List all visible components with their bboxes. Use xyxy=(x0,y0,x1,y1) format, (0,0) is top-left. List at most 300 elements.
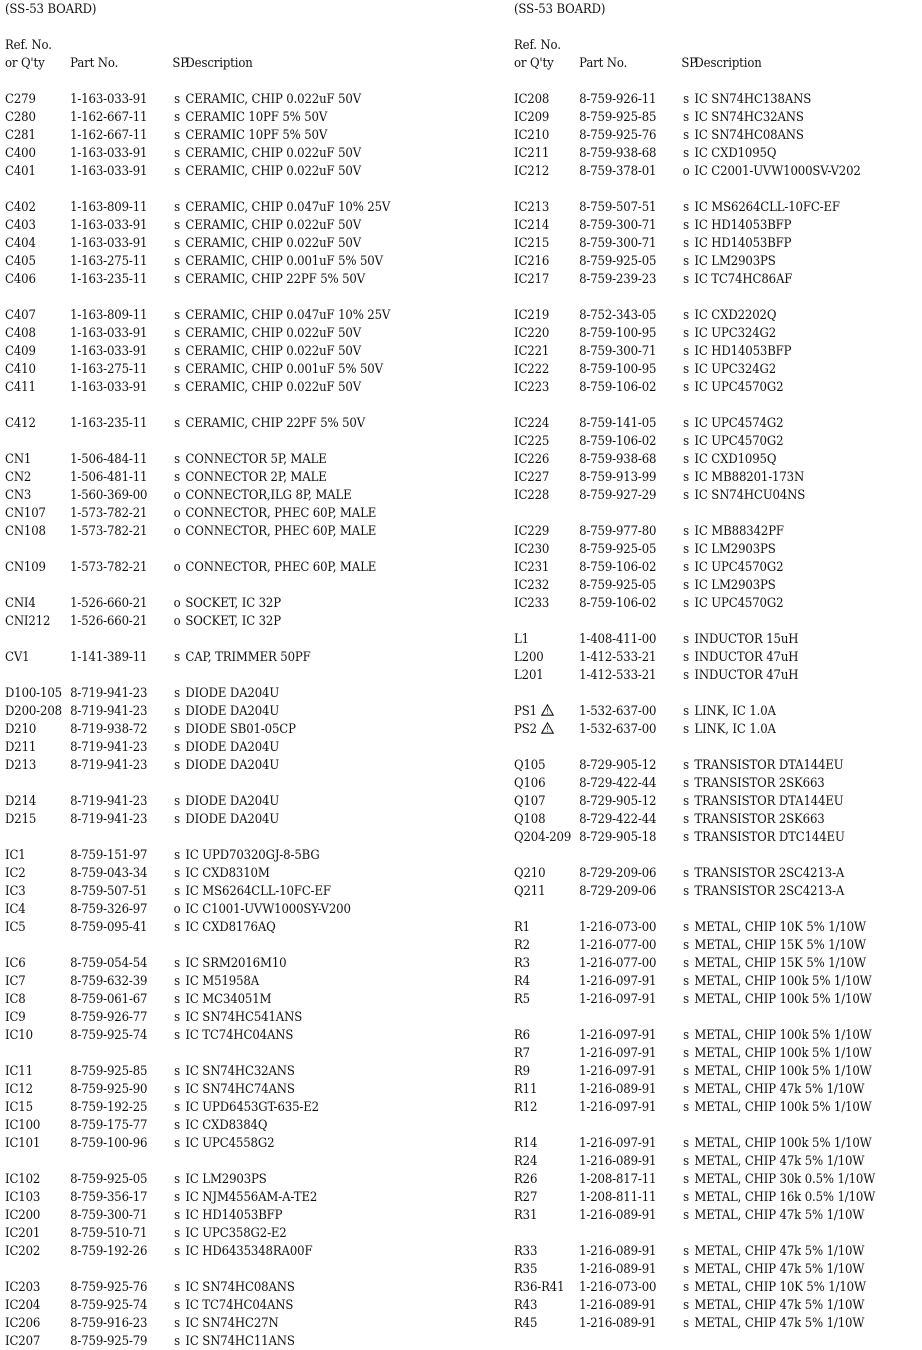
part-row xyxy=(5,522,376,540)
description: IC UPC358G2-E2 xyxy=(185,1225,287,1240)
description: METAL, CHIP 15K 5% 1/10W xyxy=(694,955,866,970)
sp-code: s xyxy=(174,865,180,880)
ref-no-text: D213 xyxy=(5,757,37,772)
description: CONNECTOR, PHEC 60P, MALE xyxy=(185,523,377,538)
description: IC HD14053BFP xyxy=(694,235,792,250)
description: IC SRM2016M10 xyxy=(185,955,287,970)
sp-code: s xyxy=(174,199,180,214)
description: CONNECTOR 2P, MALE xyxy=(185,469,327,484)
part-row xyxy=(514,756,844,774)
ref-no-text: IC9 xyxy=(5,1009,26,1024)
ref-no-text: IC202 xyxy=(5,1243,41,1258)
sp-code: s xyxy=(683,451,689,466)
part-number: 1-532-637-00 xyxy=(579,703,657,718)
sp-code: s xyxy=(174,1027,180,1042)
description: IC C1001-UVW1000SY-V200 xyxy=(185,901,351,916)
ref-no xyxy=(5,522,70,540)
ref-no-text: IC225 xyxy=(514,433,550,448)
ref-no xyxy=(5,756,70,774)
part-number: 8-729-905-12 xyxy=(579,757,657,772)
ref-no-text: R4 xyxy=(514,973,530,988)
part-number: 8-759-925-05 xyxy=(579,253,657,268)
part-number: 8-759-507-51 xyxy=(70,883,148,898)
description: METAL, CHIP 47k 5% 1/10W xyxy=(694,1207,865,1222)
description: CERAMIC 10PF 5% 50V xyxy=(185,109,328,124)
ref-no xyxy=(514,810,579,828)
ref-no-text: IC210 xyxy=(514,127,550,142)
part-number: 1-163-809-11 xyxy=(70,307,148,322)
description: TRANSISTOR 2SC4213-A xyxy=(694,865,845,880)
description: METAL, CHIP 100k 5% 1/10W xyxy=(694,1045,872,1060)
sp-code: s xyxy=(174,1135,180,1150)
part-row xyxy=(514,720,776,738)
ref-no-text: IC207 xyxy=(5,1333,41,1348)
part-row xyxy=(514,1206,864,1224)
sp-code: s xyxy=(683,811,689,826)
ref-no-text: R6 xyxy=(514,1027,530,1042)
part-row xyxy=(5,90,361,108)
part-row xyxy=(514,990,872,1008)
sp-code: s xyxy=(174,757,180,772)
part-number: 8-759-106-02 xyxy=(579,595,657,610)
sp-code: s xyxy=(174,1171,180,1186)
description: IC MS6264CLL-10FC-EF xyxy=(185,883,331,898)
sp-code: s xyxy=(174,1063,180,1078)
sp-code: s xyxy=(174,361,180,376)
ref-no xyxy=(514,90,579,108)
ref-no xyxy=(5,1026,70,1044)
ref-no xyxy=(514,720,579,738)
ref-no xyxy=(5,990,70,1008)
ref-no-text: IC200 xyxy=(5,1207,41,1222)
part-row xyxy=(5,1026,293,1044)
description: METAL, CHIP 100k 5% 1/10W xyxy=(694,991,872,1006)
part-number: 8-729-209-06 xyxy=(579,865,657,880)
part-number: 1-216-097-91 xyxy=(579,991,657,1006)
ref-no xyxy=(514,918,579,936)
ref-no xyxy=(514,1170,579,1188)
part-row xyxy=(514,522,784,540)
description: IC MB88342PF xyxy=(694,523,784,538)
ref-no-text: CN3 xyxy=(5,487,32,502)
ref-no-text: C408 xyxy=(5,325,36,340)
ref-no-text: IC211 xyxy=(514,145,550,160)
description: IC NJM4556AM-A-TE2 xyxy=(185,1189,318,1204)
ref-no-text: L201 xyxy=(514,667,544,682)
part-number: 8-729-905-18 xyxy=(579,829,657,844)
part-row xyxy=(514,252,776,270)
ref-no-text: IC215 xyxy=(514,235,550,250)
ref-no-text: IC5 xyxy=(5,919,26,934)
description: METAL, CHIP 10K 5% 1/10W xyxy=(694,1279,866,1294)
ref-no xyxy=(5,558,70,576)
description: IC SN74HC27N xyxy=(185,1315,279,1330)
description: IC HD14053BFP xyxy=(185,1207,283,1222)
part-row xyxy=(5,234,361,252)
ref-no xyxy=(514,864,579,882)
description: METAL, CHIP 47k 5% 1/10W xyxy=(694,1243,865,1258)
sp-code: s xyxy=(683,1027,689,1042)
sp-code: s xyxy=(683,649,689,664)
part-number: 8-759-106-02 xyxy=(579,559,657,574)
description: DIODE DA204U xyxy=(185,757,280,772)
ref-no xyxy=(5,1224,70,1242)
sp-code: s xyxy=(683,919,689,934)
description: INDUCTOR 47uH xyxy=(694,649,799,664)
description: TRANSISTOR DTA144EU xyxy=(694,757,844,772)
sp-code: s xyxy=(683,703,689,718)
description: IC CXD2202Q xyxy=(694,307,777,322)
description: IC UPC4570G2 xyxy=(694,379,784,394)
part-number: 8-759-300-71 xyxy=(579,235,657,250)
description: METAL, CHIP 47k 5% 1/10W xyxy=(694,1261,865,1276)
sp-code: s xyxy=(683,937,689,952)
part-number: 1-506-484-11 xyxy=(70,451,148,466)
description: IC CXD8384Q xyxy=(185,1117,268,1132)
part-row xyxy=(514,378,783,396)
part-number: 1-216-089-91 xyxy=(579,1297,657,1312)
ref-no-text: R36-R41 xyxy=(514,1279,565,1294)
ref-no xyxy=(5,864,70,882)
ref-no-text: C404 xyxy=(5,235,36,250)
ref-no xyxy=(514,432,579,450)
description: METAL, CHIP 16k 0.5% 1/10W xyxy=(694,1189,876,1204)
part-row xyxy=(514,1134,872,1152)
sp-code: s xyxy=(174,847,180,862)
ref-no-text: R7 xyxy=(514,1045,530,1060)
part-number: 8-759-100-95 xyxy=(579,361,657,376)
sp-code: s xyxy=(683,991,689,1006)
ref-no xyxy=(514,990,579,1008)
sp-code: s xyxy=(174,1189,180,1204)
part-row xyxy=(514,216,791,234)
part-row xyxy=(5,450,327,468)
ref-no xyxy=(5,1296,70,1314)
part-row xyxy=(514,774,825,792)
part-number: 8-719-941-23 xyxy=(70,793,148,808)
ref-no xyxy=(5,324,70,342)
sp-code: s xyxy=(174,253,180,268)
sp-code: s xyxy=(683,955,689,970)
description: SOCKET, IC 32P xyxy=(185,595,281,610)
part-row xyxy=(514,648,798,666)
part-number: 8-759-300-71 xyxy=(579,217,657,232)
header-description: Description xyxy=(694,55,762,70)
ref-no xyxy=(514,252,579,270)
sp-code: s xyxy=(174,1099,180,1114)
part-number: 1-163-033-91 xyxy=(70,235,148,250)
header-description: Description xyxy=(185,55,253,70)
sp-code: s xyxy=(683,667,689,682)
sp-code: s xyxy=(174,469,180,484)
ref-no-text: R26 xyxy=(514,1171,538,1186)
ref-no-text: IC102 xyxy=(5,1171,41,1186)
part-number: 1-163-235-11 xyxy=(70,271,148,286)
part-row xyxy=(5,468,327,486)
ref-no xyxy=(5,684,70,702)
ref-no-text: IC232 xyxy=(514,577,550,592)
ref-no xyxy=(514,468,579,486)
sp-code: o xyxy=(173,901,181,916)
part-row xyxy=(514,198,840,216)
description: IC UPD6453GT-635-E2 xyxy=(185,1099,319,1114)
part-row xyxy=(514,918,866,936)
ref-no xyxy=(514,648,579,666)
ref-no-text: R2 xyxy=(514,937,530,952)
part-row xyxy=(5,1224,287,1242)
description: METAL, CHIP 47k 5% 1/10W xyxy=(694,1153,865,1168)
part-number: 8-759-043-34 xyxy=(70,865,148,880)
sp-code: s xyxy=(683,793,689,808)
description: METAL, CHIP 100k 5% 1/10W xyxy=(694,1027,872,1042)
part-row xyxy=(514,468,804,486)
ref-no xyxy=(5,612,70,630)
ref-no xyxy=(5,360,70,378)
part-number: 8-752-343-05 xyxy=(579,307,657,322)
ref-no xyxy=(514,162,579,180)
part-row xyxy=(514,828,845,846)
part-number: 8-759-927-29 xyxy=(579,487,657,502)
part-number: 8-759-938-68 xyxy=(579,145,657,160)
ref-no xyxy=(514,306,579,324)
ref-no-text: R31 xyxy=(514,1207,538,1222)
ref-no xyxy=(5,1008,70,1026)
part-row xyxy=(514,1062,872,1080)
part-number: 1-163-033-91 xyxy=(70,343,148,358)
sp-code: s xyxy=(683,1099,689,1114)
ref-no xyxy=(5,1170,70,1188)
ref-no xyxy=(514,342,579,360)
part-row xyxy=(5,306,390,324)
ref-no-text: C403 xyxy=(5,217,36,232)
description: DIODE DA204U xyxy=(185,685,280,700)
sp-code: s xyxy=(174,145,180,160)
ref-no-text: C409 xyxy=(5,343,36,358)
ref-no xyxy=(514,1044,579,1062)
part-row xyxy=(5,1080,295,1098)
ref-no-text: IC11 xyxy=(5,1063,33,1078)
part-row xyxy=(514,1278,866,1296)
description: METAL, CHIP 15K 5% 1/10W xyxy=(694,937,866,952)
part-number: 8-759-239-23 xyxy=(579,271,657,286)
part-row xyxy=(5,1206,282,1224)
sp-code: s xyxy=(683,127,689,142)
description: LINK, IC 1.0A xyxy=(694,703,776,718)
ref-no-text: D215 xyxy=(5,811,37,826)
part-number: 8-759-300-71 xyxy=(579,343,657,358)
ref-no xyxy=(5,468,70,486)
ref-no-text: IC15 xyxy=(5,1099,33,1114)
part-number: 8-759-925-05 xyxy=(579,541,657,556)
part-row xyxy=(5,1188,317,1206)
part-row xyxy=(5,792,279,810)
ref-no-text: C412 xyxy=(5,415,36,430)
description: CONNECTOR 5P, MALE xyxy=(185,451,327,466)
part-number: 1-573-782-21 xyxy=(70,505,148,520)
part-row xyxy=(514,540,776,558)
part-row xyxy=(5,414,365,432)
ref-no-text: IC203 xyxy=(5,1279,41,1294)
part-number: 8-759-925-85 xyxy=(579,109,657,124)
part-number: 8-759-925-90 xyxy=(70,1081,148,1096)
sp-code: s xyxy=(174,1225,180,1240)
ref-no xyxy=(514,1152,579,1170)
description: CERAMIC, CHIP 0.022uF 50V xyxy=(185,145,362,160)
part-row xyxy=(514,936,866,954)
part-number: 1-216-077-00 xyxy=(579,937,657,952)
part-number: 1-216-097-91 xyxy=(579,1135,657,1150)
ref-no-text: CV1 xyxy=(5,649,30,664)
ref-no xyxy=(514,1098,579,1116)
part-number: 1-216-073-00 xyxy=(579,1279,657,1294)
ref-no-text: IC8 xyxy=(5,991,26,1006)
part-row xyxy=(5,360,383,378)
header-sp: SP xyxy=(172,55,189,70)
description: IC SN74HC541ANS xyxy=(185,1009,303,1024)
safety-warning-icon xyxy=(541,722,554,734)
description: IC UPC324G2 xyxy=(694,325,777,340)
sp-code: s xyxy=(683,145,689,160)
sp-code: o xyxy=(173,613,181,628)
ref-no-text: R33 xyxy=(514,1243,538,1258)
part-number: 1-526-660-21 xyxy=(70,613,148,628)
ref-no-text: Q108 xyxy=(514,811,546,826)
ref-no xyxy=(5,1242,70,1260)
description: IC SN74HC32ANS xyxy=(694,109,804,124)
description: IC SN74HC74ANS xyxy=(185,1081,295,1096)
ref-no xyxy=(5,1188,70,1206)
sp-code: s xyxy=(683,91,689,106)
description: LINK, IC 1.0A xyxy=(694,721,776,736)
sp-code: o xyxy=(173,595,181,610)
ref-no xyxy=(5,162,70,180)
description: CERAMIC, CHIP 0.022uF 50V xyxy=(185,163,362,178)
description: CERAMIC, CHIP 0.022uF 50V xyxy=(185,325,362,340)
header-ref-qty: or Q'ty xyxy=(514,55,554,70)
sp-code: s xyxy=(683,1315,689,1330)
sp-code: s xyxy=(174,811,180,826)
part-row xyxy=(5,486,352,504)
ref-no-text: R1 xyxy=(514,919,530,934)
ref-no xyxy=(5,954,70,972)
ref-no-text: IC209 xyxy=(514,109,550,124)
sp-code: s xyxy=(683,721,689,736)
board-title: (SS-53 BOARD) xyxy=(514,1,606,16)
ref-no-text: IC206 xyxy=(5,1315,41,1330)
ref-no xyxy=(514,828,579,846)
ref-no-text: CN1 xyxy=(5,451,32,466)
ref-no xyxy=(514,702,579,720)
sp-code: s xyxy=(174,307,180,322)
part-number: 8-759-510-71 xyxy=(70,1225,148,1240)
description: CERAMIC, CHIP 0.022uF 50V xyxy=(185,217,362,232)
part-number: 1-412-533-21 xyxy=(579,649,657,664)
part-row xyxy=(514,972,872,990)
description: CERAMIC, CHIP 0.047uF 10% 25V xyxy=(185,307,391,322)
description: METAL, CHIP 30k 0.5% 1/10W xyxy=(694,1171,876,1186)
ref-no xyxy=(5,1116,70,1134)
ref-no xyxy=(5,504,70,522)
ref-no xyxy=(514,630,579,648)
ref-no-text: C405 xyxy=(5,253,36,268)
sp-code: s xyxy=(174,649,180,664)
ref-no-text: IC12 xyxy=(5,1081,33,1096)
part-number: 1-560-369-00 xyxy=(70,487,148,502)
description: METAL, CHIP 100k 5% 1/10W xyxy=(694,973,872,988)
ref-no-text: D214 xyxy=(5,793,37,808)
part-number: 8-759-192-25 xyxy=(70,1099,148,1114)
ref-no-text: IC212 xyxy=(514,163,550,178)
part-number: 1-163-235-11 xyxy=(70,415,148,430)
part-row xyxy=(514,1170,875,1188)
ref-no-text: IC223 xyxy=(514,379,550,394)
ref-no xyxy=(514,558,579,576)
part-number: 1-573-782-21 xyxy=(70,559,148,574)
sp-code: o xyxy=(682,163,690,178)
ref-no-text: IC103 xyxy=(5,1189,41,1204)
ref-no xyxy=(5,126,70,144)
part-row xyxy=(5,126,327,144)
description: IC LM2903PS xyxy=(185,1171,267,1186)
sp-code: s xyxy=(683,325,689,340)
sp-code: s xyxy=(174,1279,180,1294)
description: METAL, CHIP 47k 5% 1/10W xyxy=(694,1081,865,1096)
part-number: 1-216-089-91 xyxy=(579,1261,657,1276)
part-row xyxy=(5,1062,295,1080)
ref-no-text: IC230 xyxy=(514,541,550,556)
description: IC M51958A xyxy=(185,973,260,988)
sp-code: s xyxy=(683,1207,689,1222)
ref-no xyxy=(514,666,579,684)
ref-no-text: R14 xyxy=(514,1135,538,1150)
sp-code: s xyxy=(683,577,689,592)
part-number: 1-532-637-00 xyxy=(579,721,657,736)
part-number: 1-208-811-11 xyxy=(579,1189,657,1204)
description: CERAMIC, CHIP 0.022uF 50V xyxy=(185,379,362,394)
ref-no-text: IC224 xyxy=(514,415,550,430)
description: IC HD6435348RA00F xyxy=(185,1243,313,1258)
part-row xyxy=(514,1296,864,1314)
part-number: 8-759-326-97 xyxy=(70,901,148,916)
sp-code: s xyxy=(683,541,689,556)
ref-no xyxy=(514,522,579,540)
ref-no xyxy=(514,324,579,342)
part-number: 8-759-938-68 xyxy=(579,451,657,466)
ref-no xyxy=(514,1188,579,1206)
part-row xyxy=(5,162,361,180)
part-number: 8-759-925-76 xyxy=(579,127,657,142)
part-row xyxy=(514,360,776,378)
part-number: 8-719-938-72 xyxy=(70,721,148,736)
ref-no-text: CNI212 xyxy=(5,613,51,628)
ref-no-text: Q105 xyxy=(514,757,546,772)
ref-no-text: IC227 xyxy=(514,469,550,484)
sp-code: s xyxy=(174,325,180,340)
description: METAL, CHIP 100k 5% 1/10W xyxy=(694,1099,872,1114)
sp-code: s xyxy=(174,721,180,736)
sp-code: s xyxy=(683,487,689,502)
sp-code: s xyxy=(683,361,689,376)
description: DIODE DA204U xyxy=(185,739,280,754)
ref-no-text: Q211 xyxy=(514,883,546,898)
description: METAL, CHIP 47k 5% 1/10W xyxy=(694,1297,865,1312)
ref-no-text: PS1 xyxy=(514,703,537,718)
ref-no xyxy=(5,1314,70,1332)
part-row xyxy=(514,1260,864,1278)
sp-code: s xyxy=(174,217,180,232)
header-sp: SP xyxy=(681,55,698,70)
ref-no xyxy=(5,846,70,864)
